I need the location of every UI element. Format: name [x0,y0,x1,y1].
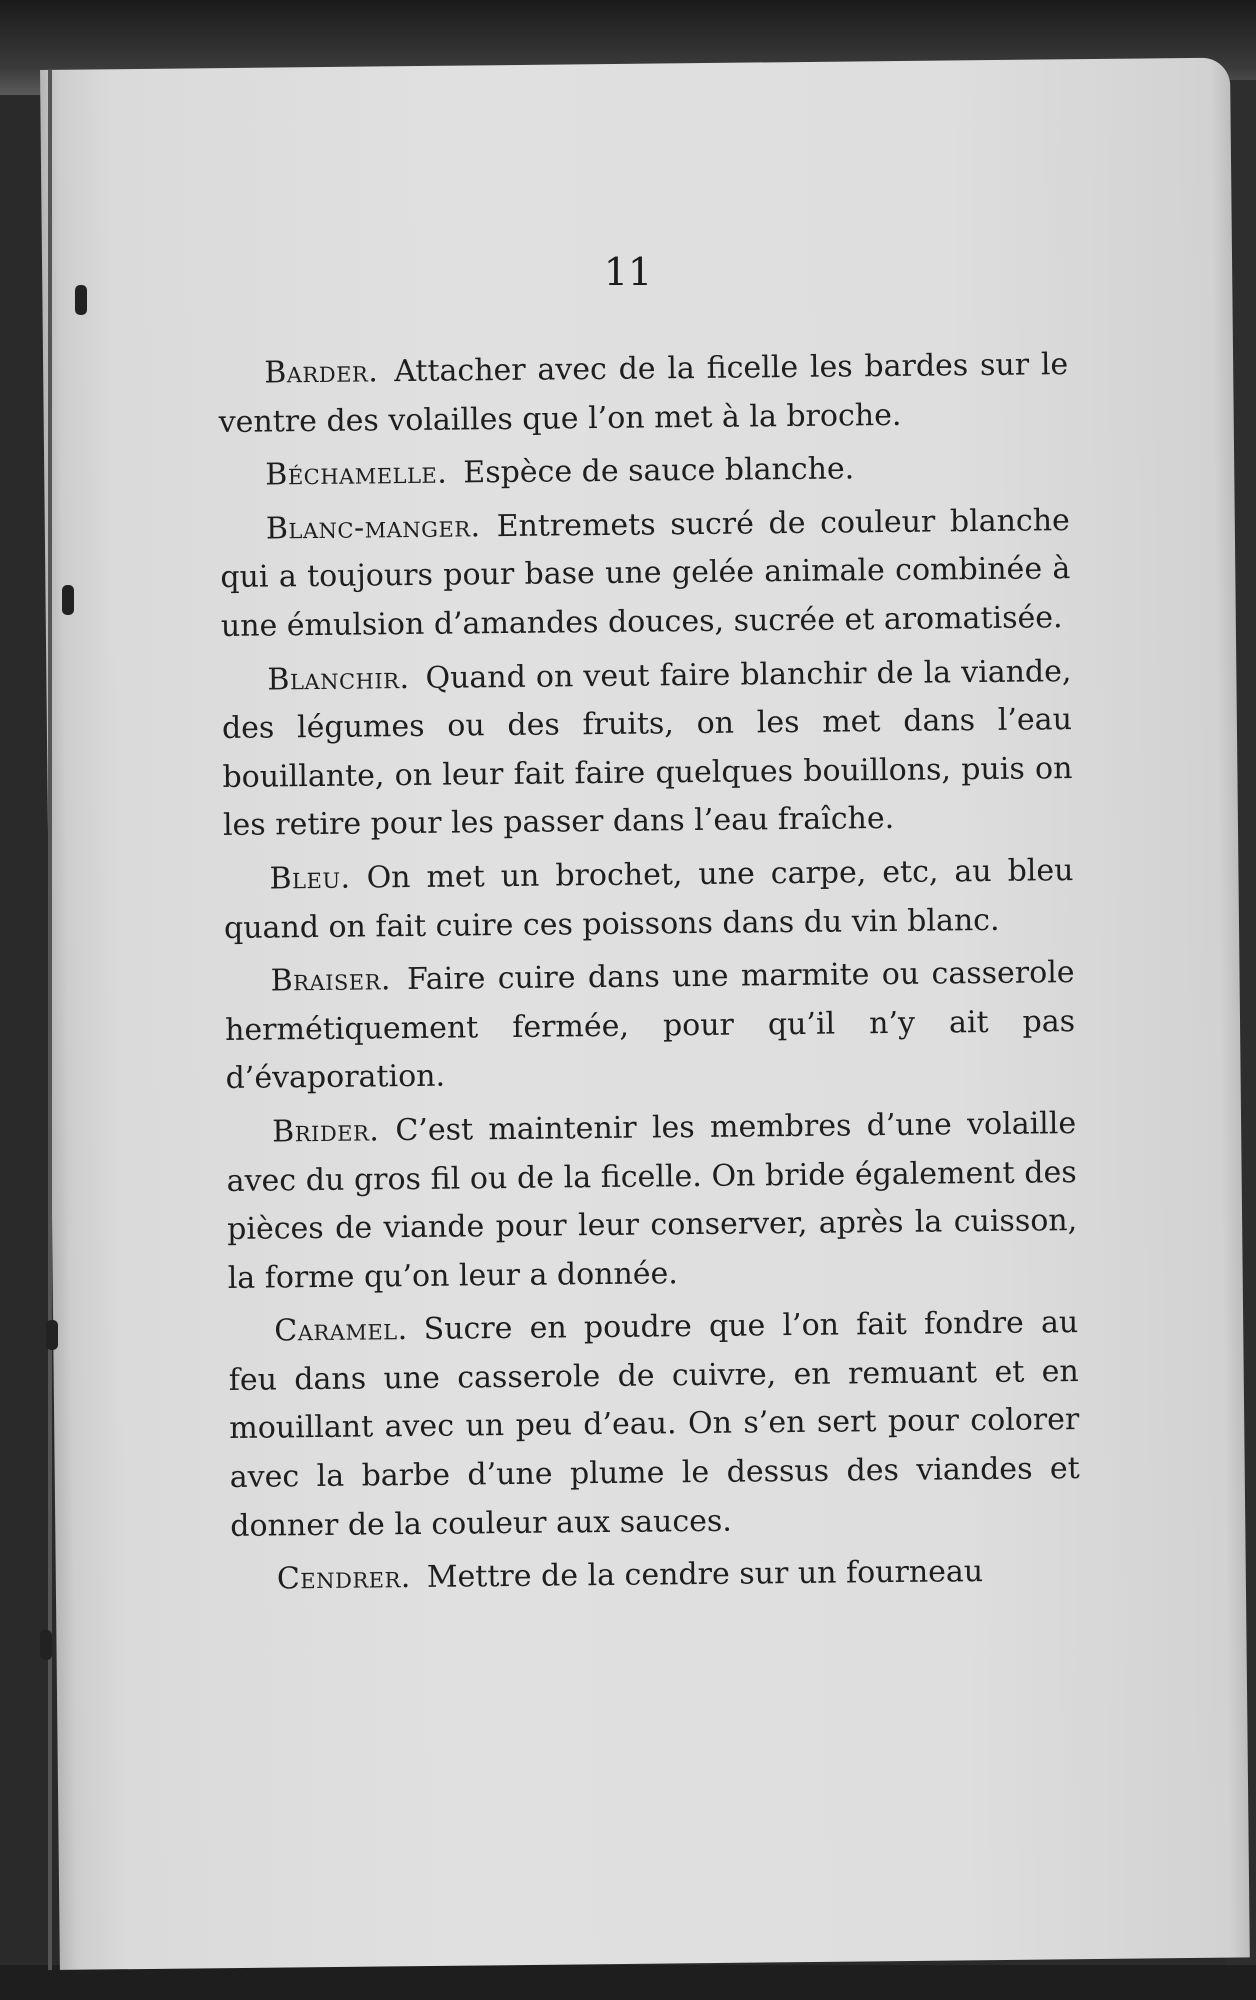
glossary-entry-caramel [228,1299,1080,1551]
entry-term: Béchamelle. [265,455,448,493]
entry-term: Barder. [264,354,379,391]
entry-term: Braiser. [270,962,392,999]
glossary-entry-bechamelle [219,443,1069,500]
entry-term: Caramel. [274,1312,408,1349]
entry-term: Bleu. [269,860,351,897]
glossary-entry-blanchir [221,648,1073,851]
binding-stitch [40,1630,52,1660]
entry-definition: Quand on veut faire blanchir de la viande, des légumes ou des fruits, on les met dans l’eau bouillante, on leur fait faire quelques bouillons, puis on les retire pour les passer dans l’eau fraîche. [221,653,1073,844]
page-number: 11 [603,250,653,294]
glossary-entry-braiser [224,949,1075,1104]
glossary-entry-brider [226,1100,1078,1303]
binding-stitch [62,585,74,615]
glossary-entry-barder [218,341,1069,447]
entry-definition: Sucre en poudre que l’on fait fondre au feu dans une casserole de cuivre, en remuant et en mouillant avec un peu d’eau. On s’en sert pour colorer avec la barbe d’une plume le dessus des viandes et donner de la couleur aux sauces. [228,1305,1080,1544]
page-binding-edge [48,70,52,1970]
binding-stitch [46,1320,58,1350]
scan-background-bottom [0,1965,1256,2000]
entry-definition: Entremets sucré de couleur blanche qui a toujours pour base une gelée animale combinée à une émulsion d’amandes douces, sucrée et aromatisée. [220,502,1071,644]
glossary-text [218,341,1081,1610]
entry-definition: Mettre de la cendre sur un fourneau [426,1554,984,1596]
glossary-entry-bleu [223,847,1074,953]
entry-definition: Faire cuire dans une marmite ou casserole hermétiquement fermée, pour qu’il n’y ait pas d’évaporation. [224,955,1076,1097]
entry-term: Blanchir. [267,660,410,698]
glossary-entry-blanc-manger [220,497,1071,652]
entry-definition: C’est maintenir les membres d’une volaille avec du gros fil ou de la ficelle. On bride également des pièces de viande pour leur conserver, après la cuisson, la forme qu’on leur a donnée. [226,1105,1078,1296]
glossary-entry-cendrer [231,1547,1081,1604]
entry-definition: On met un brochet, une carpe, etc, au bleu quand on fait cuire ces poissons dans du vin blanc. [223,853,1074,946]
entry-definition: Attacher avec de la ficelle les bardes sur le ventre des volailles que l’on met à la broche. [218,347,1069,440]
entry-term: Blanc-manger. [265,509,481,547]
entry-term: Cendrer. [276,1560,412,1597]
entry-definition: Espèce de sauce blanche. [463,451,855,491]
entry-term: Brider. [272,1113,380,1150]
